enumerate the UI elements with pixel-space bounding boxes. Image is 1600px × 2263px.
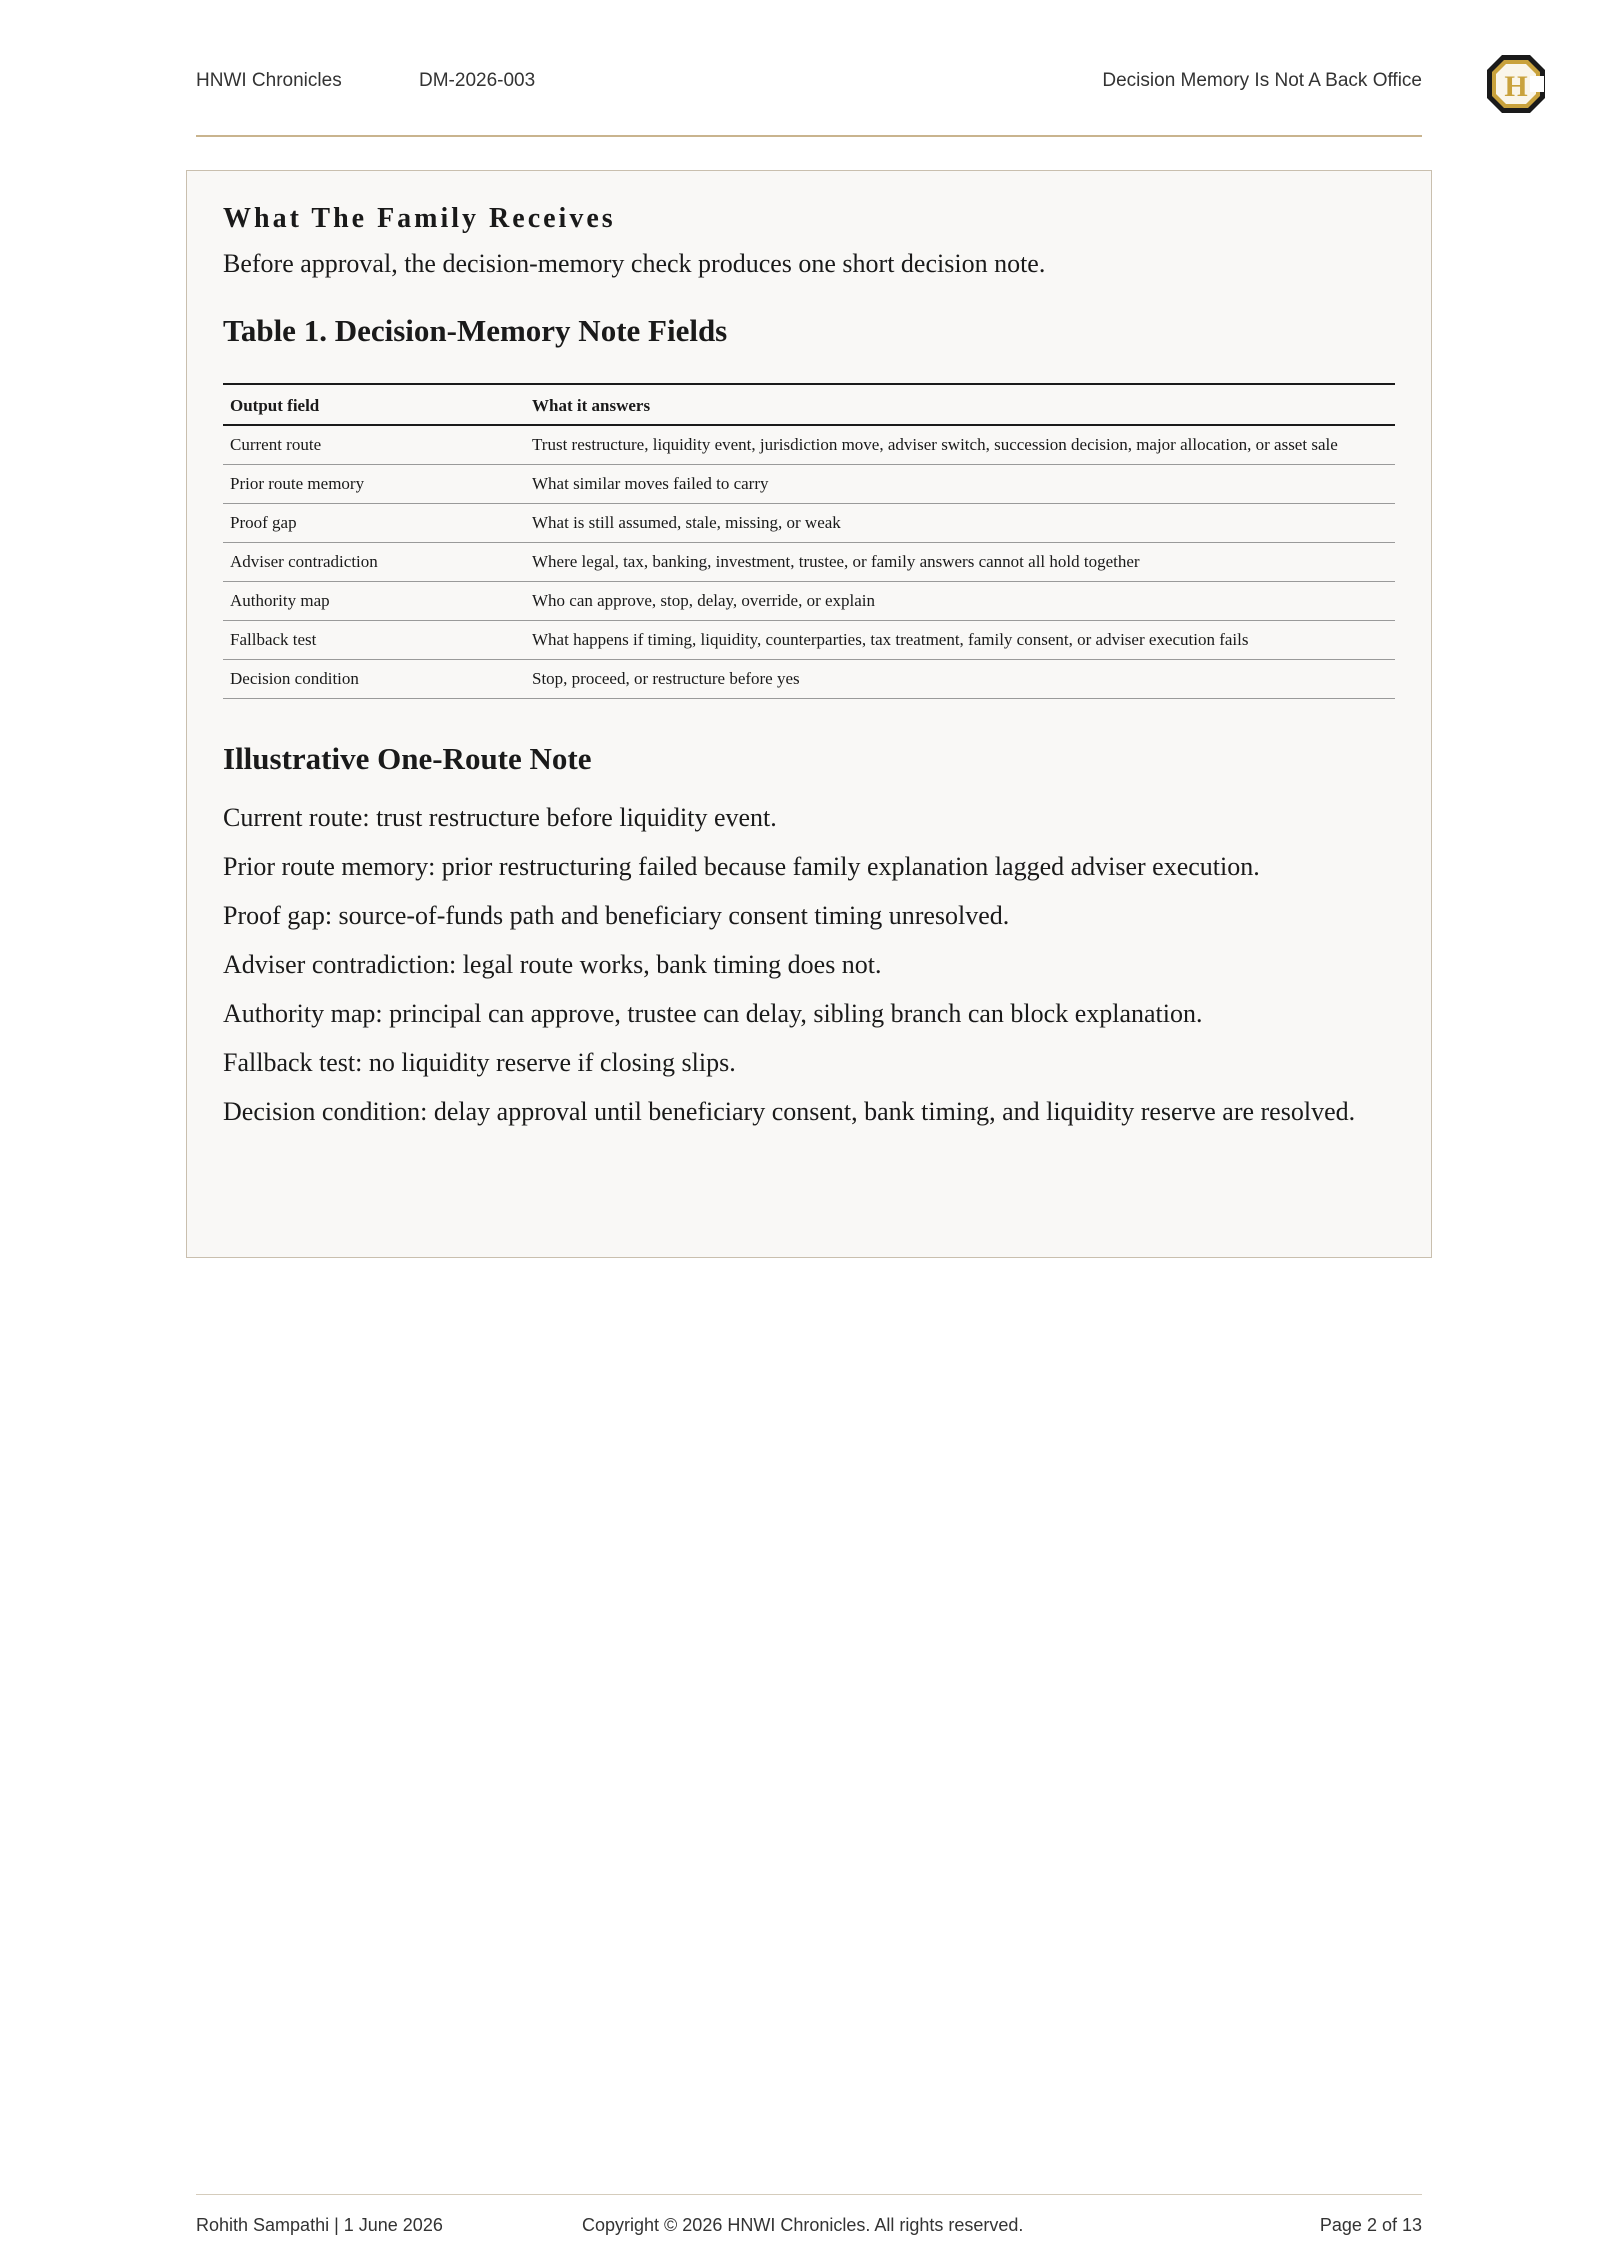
header-doc-id: DM-2026-003 xyxy=(419,70,536,91)
table-cell-answer: What similar moves failed to carry xyxy=(525,465,1395,504)
column-header-what-it-answers: What it answers xyxy=(525,384,1395,425)
content-panel xyxy=(186,170,1432,1258)
page-footer xyxy=(196,2215,1422,2241)
footer-author-date: Rohith Sampathi | 1 June 2026 xyxy=(196,2215,443,2235)
table-row xyxy=(223,504,1395,543)
note-line-prior-route-memory: Prior route memory: prior restructuring failed because family explanation lagged adviser execution. xyxy=(223,852,1260,881)
table-cell-field: Proof gap xyxy=(223,504,525,543)
note-heading: Illustrative One-Route Note xyxy=(223,741,592,776)
note-fields-table xyxy=(223,383,1395,699)
table-cell-answer: What is still assumed, stale, missing, or weak xyxy=(525,504,1395,543)
note-line-authority-map: Authority map: principal can approve, trustee can delay, sibling branch can block explanation. xyxy=(223,999,1203,1028)
table-cell-field: Fallback test xyxy=(223,621,525,660)
footer-copyright: Copyright © 2026 HNWI Chronicles. All rights reserved. xyxy=(582,2215,1024,2235)
table-cell-field: Current route xyxy=(223,425,525,465)
table-row xyxy=(223,543,1395,582)
header-divider xyxy=(196,135,1422,137)
table-cell-answer: What happens if timing, liquidity, counterparties, tax treatment, family consent, or adviser execution fails xyxy=(525,621,1395,660)
note-line-decision-condition: Decision condition: delay approval until beneficiary consent, bank timing, and liquidity reserve are resolved. xyxy=(223,1097,1356,1126)
section-intro: Before approval, the decision-memory check produces one short decision note. xyxy=(223,249,1046,278)
table-row xyxy=(223,582,1395,621)
table-cell-answer: Trust restructure, liquidity event, jurisdiction move, adviser switch, succession decision, major allocation, or asset sale xyxy=(525,425,1395,465)
table-row xyxy=(223,660,1395,699)
hnwi-chronicles-logo-icon xyxy=(1484,52,1548,116)
table-cell-field: Prior route memory xyxy=(223,465,525,504)
column-header-output-field: Output field xyxy=(223,384,525,425)
table-row xyxy=(223,621,1395,660)
note-line-proof-gap: Proof gap: source-of-funds path and beneficiary consent timing unresolved. xyxy=(223,901,1010,930)
table-cell-field: Adviser contradiction xyxy=(223,543,525,582)
svg-text:H: H xyxy=(1504,70,1528,103)
table-cell-answer: Stop, proceed, or restructure before yes xyxy=(525,660,1395,699)
table-cell-answer: Where legal, tax, banking, investment, trustee, or family answers cannot all hold together xyxy=(525,543,1395,582)
table-cell-answer: Who can approve, stop, delay, override, or explain xyxy=(525,582,1395,621)
header-brand: HNWI Chronicles xyxy=(196,70,342,91)
table-row xyxy=(223,465,1395,504)
page-header xyxy=(196,60,1422,106)
section-title: What The Family Receives xyxy=(223,203,616,234)
table-cell-field: Authority map xyxy=(223,582,525,621)
footer-divider xyxy=(196,2194,1422,2195)
table-header-row xyxy=(223,384,1395,425)
note-body xyxy=(223,801,1395,1128)
note-line-adviser-contradiction: Adviser contradiction: legal route works, bank timing does not. xyxy=(223,950,882,979)
footer-page-number: Page 2 of 13 xyxy=(1319,2215,1422,2235)
header-running-title: Decision Memory Is Not A Back Office xyxy=(1102,70,1422,91)
note-line-fallback-test: Fallback test: no liquidity reserve if closing slips. xyxy=(223,1048,736,1077)
note-line-current-route: Current route: trust restructure before liquidity event. xyxy=(223,803,777,832)
table-cell-field: Decision condition xyxy=(223,660,525,699)
table-caption: Table 1. Decision-Memory Note Fields xyxy=(223,313,728,348)
table-row xyxy=(223,425,1395,465)
